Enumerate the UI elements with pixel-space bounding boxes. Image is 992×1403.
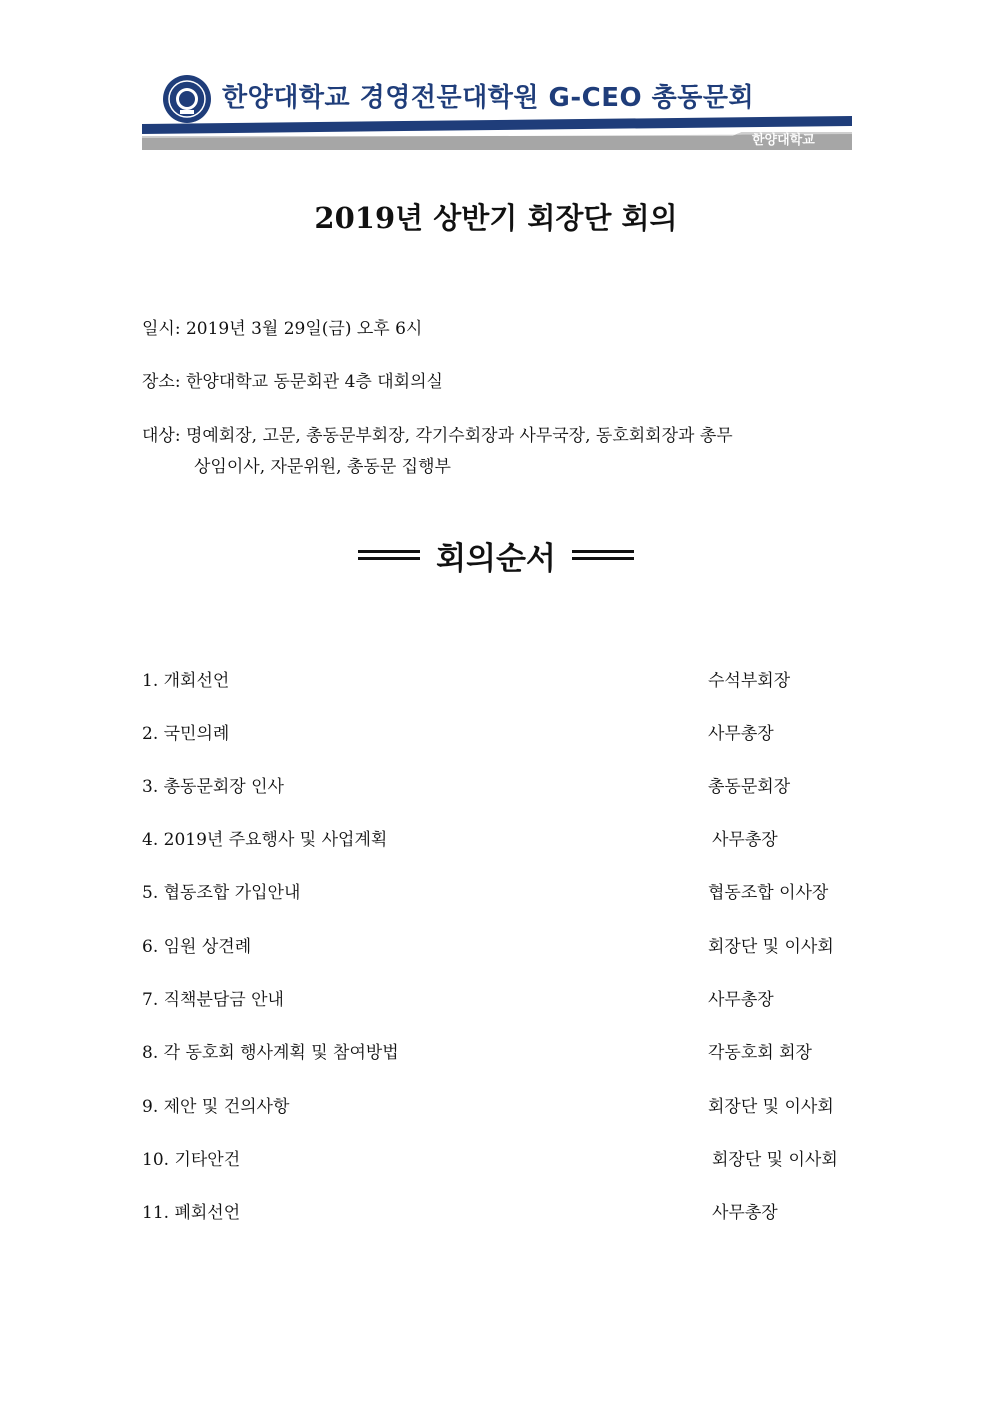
agenda-item-label: 6. 임원 상견례	[142, 937, 252, 957]
organization-title: 한양대학교 경영전문대학원 G-CEO 총동문회	[222, 83, 755, 113]
agenda-item-presenter: 회장단 및 이사회	[708, 1097, 834, 1117]
agenda-item-presenter: 수석부회장	[708, 671, 791, 691]
agenda-row	[0, 879, 992, 907]
header-banner	[142, 116, 852, 152]
agenda-item-label: 11. 폐회선언	[142, 1203, 241, 1223]
agenda-row	[0, 933, 992, 961]
agenda-item-label: 2. 국민의례	[142, 724, 230, 744]
agenda-row	[0, 667, 992, 695]
agenda-item-label: 4. 2019년 주요행사 및 사업계획	[142, 830, 388, 850]
agenda-item-label: 5. 협동조합 가입안내	[142, 883, 301, 903]
agenda-item-presenter: 각동호회 회장	[708, 1043, 812, 1063]
agenda-item-presenter: 사무총장	[712, 1203, 778, 1223]
agenda-item-label: 9. 제안 및 건의사항	[142, 1097, 290, 1117]
meeting-location: 장소: 한양대학교 동문회관 4층 대회의실	[142, 372, 443, 392]
agenda-item-presenter: 사무총장	[712, 830, 778, 850]
agenda-item-presenter: 회장단 및 이사회	[712, 1150, 838, 1170]
heading-rule-left	[358, 550, 420, 560]
agenda-item-presenter: 총동문회장	[708, 777, 791, 797]
meeting-attendees: 대상: 명예회장, 고문, 총동문부회장, 각기수회장과 사무국장, 동호회회장과 총무	[142, 426, 733, 446]
agenda-item-presenter: 협동조합 이사장	[708, 883, 829, 903]
meeting-datetime: 일시: 2019년 3월 29일(금) 오후 6시	[142, 319, 423, 339]
agenda-row	[0, 1093, 992, 1121]
agenda-row	[0, 1039, 992, 1067]
document-title: 2019년 상반기 회장단 회의	[314, 201, 678, 235]
agenda-row	[0, 720, 992, 748]
agenda-item-label: 3. 총동문회장 인사	[142, 777, 284, 797]
agenda-item-label: 8. 각 동호회 행사계획 및 참여방법	[142, 1043, 399, 1063]
header-sub-label: 한양대학교	[752, 133, 815, 148]
agenda-row	[0, 1199, 992, 1227]
agenda-item-presenter: 사무총장	[708, 724, 774, 744]
agenda-item-label: 7. 직책분담금 안내	[142, 990, 284, 1010]
agenda-heading	[0, 532, 992, 578]
agenda-row	[0, 986, 992, 1014]
agenda-item-presenter: 사무총장	[708, 990, 774, 1010]
agenda-item-presenter: 회장단 및 이사회	[708, 937, 834, 957]
agenda-item-label: 10. 기타안건	[142, 1150, 241, 1170]
heading-rule-right	[572, 550, 634, 560]
agenda-heading-text: 회의순서	[436, 540, 556, 577]
agenda-row	[0, 826, 992, 854]
agenda-row	[0, 1146, 992, 1174]
agenda-row	[0, 773, 992, 801]
meeting-attendees-continued: 상임이사, 자문위원, 총동문 집행부	[194, 457, 451, 477]
agenda-item-label: 1. 개회선언	[142, 671, 230, 691]
